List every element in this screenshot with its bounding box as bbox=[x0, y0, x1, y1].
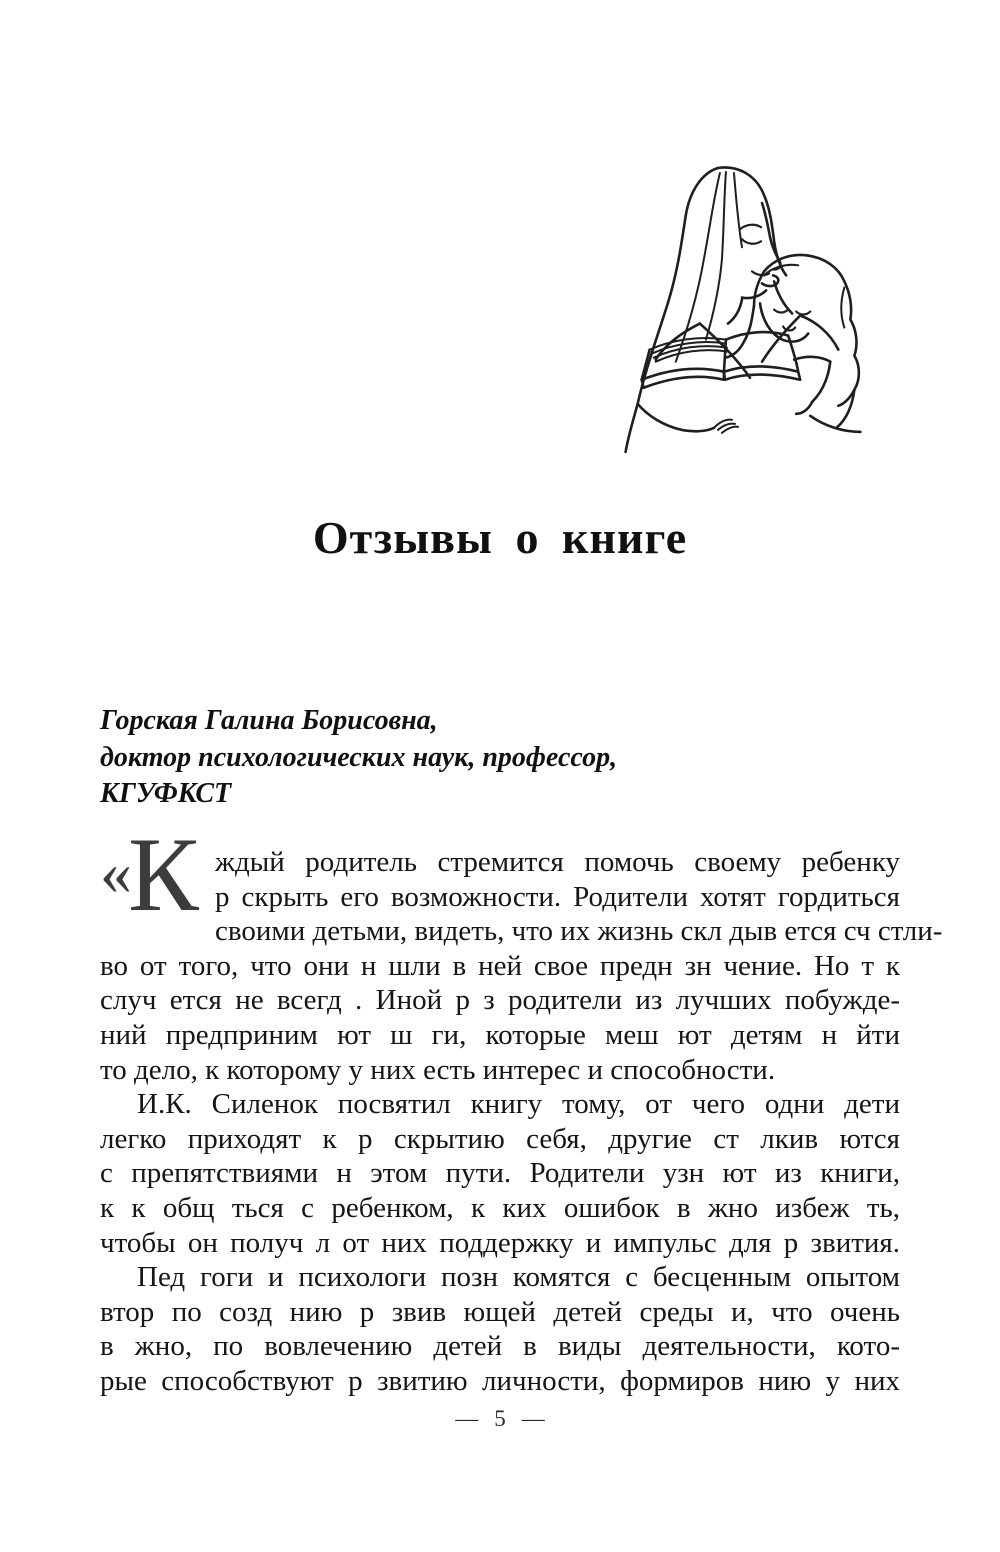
text-line: ний предприним ют ш ги, которые меш ют детям н йти bbox=[100, 1018, 900, 1051]
reviewer-institution: КГУФКСТ bbox=[100, 778, 232, 809]
text-line: во от того, что они н шли в ней свое предн зн чение. Но т к bbox=[100, 949, 900, 982]
text-line: Пед гоги и психологи позн комятся с бесценным опытом bbox=[137, 1261, 900, 1294]
text-line: втор по созд нию р звив ющей детей среды и, что очень bbox=[100, 1295, 900, 1328]
text-line: р скрыть его возможности. Родители хотят гордиться bbox=[215, 880, 900, 913]
text-line: чтобы он получ л от них поддержку и импульс для р звития. bbox=[100, 1226, 900, 1259]
text-line: И.К. Силенок посвятил книгу тому, от чего одни дети bbox=[137, 1088, 900, 1121]
text-line: к к общ ться с ребенком, к ких ошибок в жно избеж ть, bbox=[100, 1191, 900, 1224]
text-line: в жно, по вовлечению детей в виды деятельности, кото- bbox=[100, 1330, 900, 1363]
drop-cap-letter: К bbox=[128, 816, 199, 933]
page-number-value: 5 bbox=[494, 1406, 506, 1431]
reviewer-degree: доктор психологических наук, профессор, bbox=[100, 741, 618, 773]
mother-child-reading-svg bbox=[612, 163, 876, 459]
text-line: случ ется не всегд . Иной р з родители из лучших побужде- bbox=[100, 984, 900, 1017]
text-line: своими детьми, видеть, что их жизнь скл дыв ется сч стли- bbox=[215, 915, 943, 948]
review-paragraph-2 bbox=[100, 1087, 900, 1260]
text-line: с препятствиями н этом пути. Родители узн ют из книги, bbox=[100, 1157, 900, 1190]
reviewer-credentials bbox=[100, 703, 900, 813]
opening-quote-mark: « bbox=[100, 837, 132, 908]
text-line: легко приходят к р скрытию себя, другие ст лкив ются bbox=[100, 1122, 900, 1155]
drop-cap bbox=[100, 816, 215, 933]
page-number bbox=[0, 1406, 1000, 1432]
footer-right-dash: — bbox=[521, 1406, 545, 1431]
chapter-title: Отзывы о книге bbox=[312, 511, 688, 563]
text-line: ждый родитель стремится помочь своему ребенку bbox=[215, 846, 900, 878]
review-body bbox=[100, 816, 943, 1399]
text-line: то дело, к которому у них есть интерес и способности. bbox=[100, 1053, 776, 1086]
reviewer-name: Горская Галина Борисовна, bbox=[100, 705, 438, 736]
review-paragraph-3 bbox=[100, 1260, 900, 1398]
review-paragraph-1 bbox=[100, 816, 943, 1087]
mother-child-reading-illustration bbox=[612, 163, 876, 459]
text-line: рые способствуют р звитию личности, формиров нию у них bbox=[100, 1364, 900, 1397]
footer-left-dash: — bbox=[455, 1406, 479, 1431]
